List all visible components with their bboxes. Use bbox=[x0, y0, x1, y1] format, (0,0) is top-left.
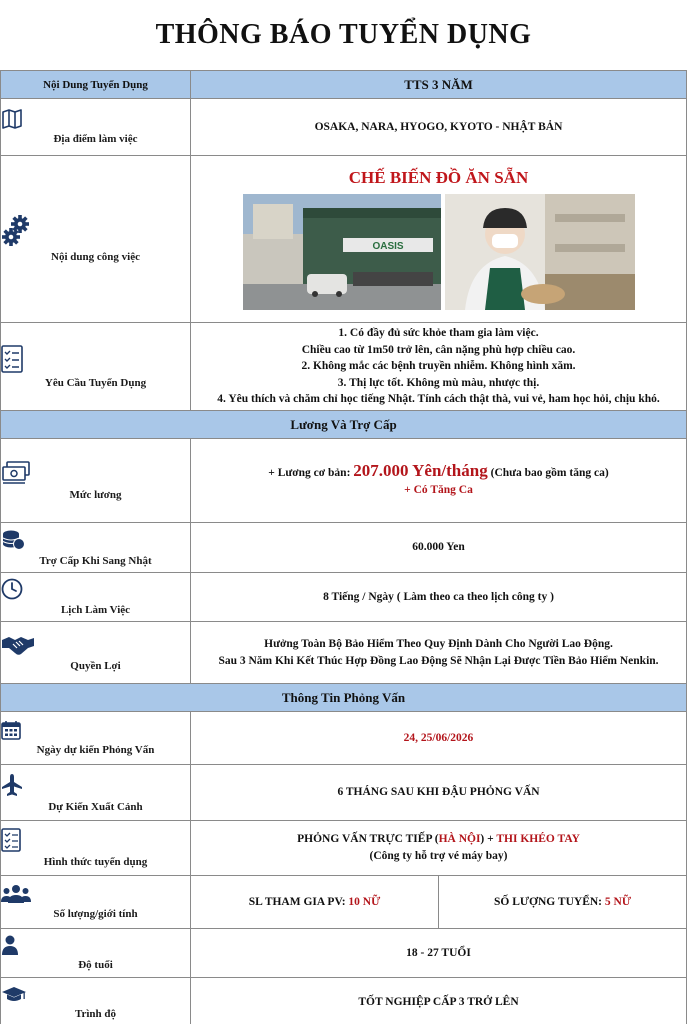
schedule-value: 8 Tiếng / Ngày ( Làm theo ca theo lịch công ty ) bbox=[191, 573, 687, 622]
checklist-icon bbox=[1, 828, 190, 852]
header-right: TTS 3 NĂM bbox=[191, 71, 687, 99]
format-part4: THI KHÉO TAY bbox=[496, 833, 580, 845]
format-value bbox=[191, 821, 687, 876]
allowance-label: Trợ Cấp Khi Sang Nhật bbox=[39, 554, 152, 567]
age-value: 18 - 27 TUỔI bbox=[191, 929, 687, 978]
section-interview-row bbox=[1, 684, 687, 712]
coins-icon bbox=[1, 529, 190, 551]
benefits-value bbox=[191, 622, 687, 684]
requirement-line: 2. Không mắc các bệnh truyền nhiễm. Không hình xăm. bbox=[301, 360, 576, 373]
store-sign: OASIS bbox=[371, 241, 404, 252]
job-label: Nội dung công việc bbox=[51, 251, 140, 263]
quantity-label: Số lượng/giới tính bbox=[53, 908, 138, 920]
departure-label: Dự Kiến Xuất Cảnh bbox=[48, 800, 143, 813]
participants-count bbox=[191, 876, 438, 928]
format-part3: ) + bbox=[480, 833, 497, 845]
location-label: Địa điểm làm việc bbox=[53, 133, 138, 145]
handshake-icon bbox=[1, 634, 190, 656]
recruit-value: 5 NỮ bbox=[604, 895, 631, 908]
requirement-line: 4. Yêu thích và chăm chỉ học tiếng Nhật. Tính cách thật thà, vui vẻ, ham học hỏi, chịu khó. bbox=[217, 393, 660, 406]
row-interview-date bbox=[1, 712, 687, 765]
row-format bbox=[1, 821, 687, 876]
airplane-icon bbox=[1, 773, 190, 797]
interview-date-value: 24, 25/06/2026 bbox=[191, 712, 687, 765]
education-label: Trình độ bbox=[74, 1007, 117, 1020]
row-requirements bbox=[1, 323, 687, 411]
requirement-line: 1. Có đầy đủ sức khỏe tham gia làm việc. bbox=[338, 327, 539, 340]
job-value-cell bbox=[191, 156, 687, 323]
format-part1: PHỎNG VẤN TRỰC TIẾP ( bbox=[297, 833, 439, 845]
quantity-value-cell bbox=[191, 876, 687, 929]
row-education bbox=[1, 978, 687, 1024]
row-departure bbox=[1, 765, 687, 821]
departure-label-cell bbox=[1, 765, 191, 821]
row-location bbox=[1, 99, 687, 156]
salary-extra: + Có Tăng Ca bbox=[404, 484, 473, 496]
gears-icon bbox=[1, 215, 190, 247]
group-icon bbox=[1, 884, 190, 904]
age-label: Độ tuổi bbox=[78, 959, 113, 971]
job-photos bbox=[191, 194, 686, 310]
benefit-line: Hưởng Toàn Bộ Bảo Hiểm Theo Quy Định Dành Cho Người Lao Động. bbox=[264, 637, 613, 650]
format-label: Hình thức tuyển dụng bbox=[43, 856, 148, 868]
allowance-label-cell bbox=[1, 523, 191, 573]
row-allowance bbox=[1, 523, 687, 573]
row-benefits bbox=[1, 622, 687, 684]
participants-value: 10 NỮ bbox=[348, 895, 381, 908]
salary-amount: 207.000 Yên/tháng bbox=[353, 461, 488, 480]
interview-date-label: Ngày dự kiến Phỏng Vấn bbox=[36, 744, 155, 756]
location-label-cell bbox=[1, 99, 191, 156]
benefit-line: Sau 3 Năm Khi Kết Thúc Hợp Đồng Lao Động Sẽ Nhận Lại Được Tiền Bảo Hiểm Nenkin. bbox=[218, 654, 659, 667]
salary-line bbox=[191, 462, 686, 482]
page-title: THÔNG BÁO TUYỂN DỤNG bbox=[155, 19, 532, 50]
participants-label: SL THAM GIA PV: bbox=[248, 895, 346, 908]
allowance-value: 60.000 Yen bbox=[191, 523, 687, 573]
job-label-cell bbox=[1, 156, 191, 323]
departure-value: 6 THÁNG SAU KHI ĐẬU PHỎNG VẤN bbox=[191, 765, 687, 821]
benefits-label-cell bbox=[1, 622, 191, 684]
requirements-label-cell bbox=[1, 323, 191, 411]
salary-label-cell bbox=[1, 439, 191, 523]
money-icon bbox=[1, 461, 190, 485]
education-value: TỐT NGHIỆP CẤP 3 TRỞ LÊN bbox=[191, 978, 687, 1024]
requirement-line: 3. Thị lực tốt. Không mù màu, nhược thị. bbox=[337, 376, 540, 389]
checklist-icon bbox=[1, 345, 190, 373]
quantity-label-cell bbox=[1, 876, 191, 929]
interview-date-label-cell bbox=[1, 712, 191, 765]
row-salary bbox=[1, 439, 687, 523]
worker-photo bbox=[445, 194, 635, 310]
format-label-cell bbox=[1, 821, 191, 876]
person-icon bbox=[1, 935, 190, 955]
header-left: Nội Dung Tuyển Dụng bbox=[1, 71, 191, 99]
requirements-label: Yêu Cầu Tuyển Dụng bbox=[44, 376, 147, 389]
format-line2: (Công ty hỗ trợ vé máy bay) bbox=[369, 850, 508, 862]
requirement-line: Chiều cao từ 1m50 trở lên, cân nặng phù hợp chiều cao. bbox=[301, 343, 576, 356]
salary-note: (Chưa bao gồm tăng ca) bbox=[490, 467, 609, 479]
map-icon bbox=[1, 109, 190, 129]
row-quantity bbox=[1, 876, 687, 929]
recruit-count bbox=[438, 876, 686, 928]
section-salary-title: Lương Và Trợ Cấp bbox=[1, 411, 687, 439]
format-line bbox=[191, 831, 686, 848]
requirements-value bbox=[191, 323, 687, 411]
clock-icon bbox=[1, 578, 190, 600]
store-photo bbox=[243, 194, 441, 310]
salary-value-cell bbox=[191, 439, 687, 523]
schedule-label: Lịch Làm Việc bbox=[60, 604, 131, 616]
graduation-cap-icon bbox=[1, 986, 190, 1004]
salary-label: Mức lương bbox=[69, 488, 122, 501]
benefits-label: Quyền Lợi bbox=[70, 659, 121, 672]
education-label-cell bbox=[1, 978, 191, 1024]
row-schedule bbox=[1, 573, 687, 622]
location-value: OSAKA, NARA, HYOGO, KYOTO - NHẬT BẢN bbox=[191, 99, 687, 156]
schedule-label-cell bbox=[1, 573, 191, 622]
row-age bbox=[1, 929, 687, 978]
recruitment-table bbox=[0, 70, 687, 1024]
section-salary-row bbox=[1, 411, 687, 439]
row-job bbox=[1, 156, 687, 323]
salary-prefix: + Lương cơ bản: bbox=[268, 467, 351, 479]
section-interview-title: Thông Tin Phỏng Vấn bbox=[1, 684, 687, 712]
calendar-icon bbox=[1, 720, 190, 740]
table-header-row bbox=[1, 71, 687, 99]
age-label-cell bbox=[1, 929, 191, 978]
recruit-label: SỐ LƯỢNG TUYỂN: bbox=[494, 895, 603, 908]
format-part2: HÀ NỘI bbox=[438, 833, 481, 845]
job-title: CHẾ BIẾN ĐỒ ĂN SẴN bbox=[348, 168, 529, 187]
